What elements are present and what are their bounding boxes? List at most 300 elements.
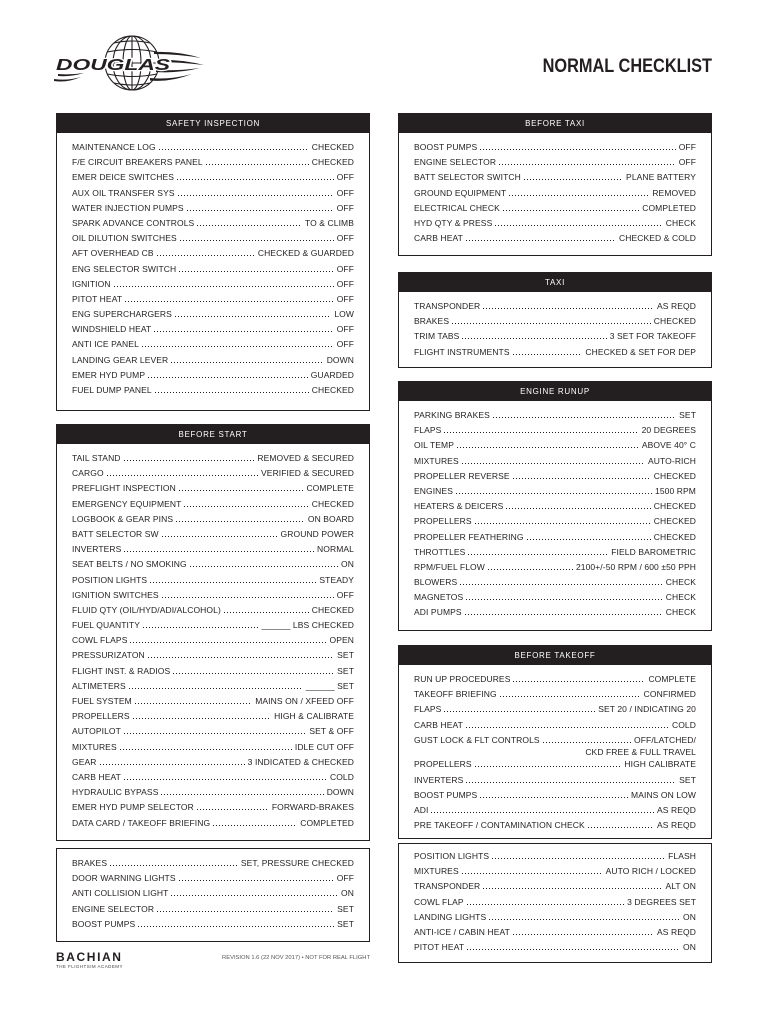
checklist-item-line	[72, 322, 354, 337]
item-value: OFF	[336, 263, 354, 274]
item-label: PRE TAKEOFF / CONTAMINATION CHECK	[414, 820, 585, 831]
item-label: EMER HYD PUMP	[72, 369, 146, 380]
checklist-item-line	[72, 886, 354, 901]
item-label: LANDING LIGHTS	[414, 911, 487, 922]
item-value: PLANE BATTERY	[626, 172, 696, 183]
checklist-item	[72, 368, 354, 383]
item-label: TAIL STAND	[72, 453, 121, 463]
item-label: ALTIMETERS	[72, 680, 126, 691]
item-value: ______ SET	[305, 680, 354, 691]
item-label: MIXTURES	[414, 455, 459, 466]
item-label: TAKEOFF BRIEFING	[414, 689, 497, 700]
dot-leader	[462, 463, 645, 464]
checklist-item	[414, 438, 696, 453]
item-value: FORWARD-BRAKES	[271, 802, 354, 813]
dot-leader	[197, 225, 302, 226]
item-label: TRIM TABS	[414, 331, 460, 342]
dot-leader	[467, 904, 624, 905]
dot-leader	[130, 642, 326, 643]
checklist-item-line	[414, 408, 696, 423]
item-label: POSITION LIGHTS	[72, 574, 148, 585]
checklist-item	[414, 155, 696, 170]
checklist-item-line	[72, 648, 354, 663]
checklist-item-line	[72, 557, 354, 572]
item-label: FLUID QTY (OIL/HYD/ADI/ALCOHOL)	[72, 604, 221, 615]
item-value: AS REQD	[657, 805, 696, 815]
item-label: PARKING BRAKES	[414, 410, 490, 420]
item-label: ELECTRICAL CHECK	[414, 202, 500, 213]
dot-leader	[460, 584, 663, 585]
item-value: VERIFIED & SECURED	[261, 468, 354, 479]
checklist-item-line	[414, 530, 696, 545]
item-value: MAINS ON / XFEED OFF	[255, 696, 354, 706]
item-label: BRAKES	[414, 316, 450, 327]
dot-leader	[190, 566, 338, 567]
dot-leader	[483, 308, 654, 309]
checklist-item	[72, 603, 354, 618]
item-value: ON	[683, 942, 696, 953]
item-label: COWL FLAPS	[72, 635, 128, 646]
checklist-item-line	[414, 514, 696, 529]
item-value: DOWN	[326, 354, 354, 365]
item-label: TRANSPONDER	[414, 301, 481, 311]
checklist-item-line	[72, 856, 354, 871]
checklist-item	[72, 679, 354, 694]
dot-leader	[154, 331, 333, 332]
item-value: SET 20 / INDICATING 20	[598, 704, 696, 715]
checklist-item-line	[72, 466, 354, 481]
checklist-item	[72, 383, 354, 398]
dot-leader	[129, 688, 303, 689]
checklist-item-line	[414, 329, 696, 344]
dot-leader	[124, 460, 255, 461]
dot-leader	[176, 521, 305, 522]
section-items	[57, 849, 369, 932]
item-value: AUTO RICH / LOCKED	[605, 866, 696, 877]
checklist-item-line	[72, 262, 354, 277]
checklist-item	[414, 231, 696, 246]
dot-leader	[148, 377, 308, 378]
item-value: CHECKED	[653, 470, 696, 481]
checklist-item	[414, 702, 696, 717]
dot-leader	[157, 911, 334, 912]
checklist-item-line	[414, 438, 696, 453]
checklist-item	[414, 879, 696, 894]
checklist-item-line	[414, 910, 696, 925]
item-label: POSITION LIGHTS	[414, 851, 490, 861]
item-value: CONFIRMED	[643, 689, 696, 700]
item-label: CARB HEAT	[72, 771, 121, 782]
item-label: LANDING GEAR LEVER	[72, 354, 169, 365]
dot-leader	[483, 888, 662, 889]
checklist-item-line	[72, 664, 354, 679]
checklist-item-line	[414, 788, 696, 803]
checklist-item	[414, 560, 696, 575]
dot-leader	[150, 582, 316, 583]
item-value: 3 SET FOR TAKEOFF	[609, 331, 696, 342]
checklist-item	[414, 484, 696, 499]
checklist-item	[72, 155, 354, 170]
item-value: COMPLETED	[300, 817, 354, 828]
item-label: WINDSHIELD HEAT	[72, 324, 152, 335]
checklist-item	[72, 709, 354, 724]
dot-leader	[431, 812, 654, 813]
section-items	[399, 133, 711, 246]
item-value: ON	[341, 888, 354, 899]
item-value: TO & CLIMB	[304, 217, 354, 228]
item-label: THROTTLES	[414, 546, 466, 557]
checklist-item-line	[72, 709, 354, 724]
item-label: GEAR	[72, 756, 97, 767]
checklist-item	[72, 740, 354, 755]
item-value: REMOVED & SECURED	[257, 453, 354, 463]
dot-leader	[543, 742, 631, 743]
section-header: BEFORE TAXI	[399, 114, 711, 133]
item-value: STEADY	[319, 574, 354, 585]
item-label: BRAKES	[72, 858, 108, 868]
checklist-item	[72, 785, 354, 800]
item-label: ENG SUPERCHARGERS	[72, 309, 172, 320]
section-items	[57, 444, 369, 831]
checklist-item	[414, 345, 696, 360]
item-value: CHECKED & GUARDED	[257, 248, 354, 259]
item-value: CHECKED & SET FOR DEP	[585, 346, 696, 357]
item-value: CHECK	[665, 607, 696, 618]
dot-leader	[184, 506, 308, 507]
section-untitled-left	[56, 848, 370, 942]
checklist-item-line	[414, 469, 696, 484]
dot-leader	[206, 164, 309, 165]
section-header: SAFETY INSPECTION	[57, 114, 369, 133]
dot-leader	[155, 392, 309, 393]
item-value: FLASH	[668, 851, 696, 861]
checklist-item-line	[72, 542, 354, 557]
checklist-item-line	[72, 231, 354, 246]
checklist-item-line	[414, 231, 696, 246]
item-label: BATT SELECTOR SW	[72, 528, 159, 539]
dot-leader	[452, 323, 651, 324]
item-value-continued: CKD FREE & FULL TRAVEL	[585, 746, 696, 757]
checklist-item	[72, 542, 354, 557]
dot-leader	[135, 703, 252, 704]
checklist-item	[414, 514, 696, 529]
dot-leader	[444, 432, 638, 433]
item-label: SPARK ADVANCE CONTROLS	[72, 217, 195, 228]
item-label: ADI PUMPS	[414, 607, 462, 618]
item-label: WATER INJECTION PUMPS	[72, 202, 184, 213]
checklist-item-line	[72, 497, 354, 512]
dot-leader	[475, 523, 651, 524]
checklist-item-line	[72, 816, 354, 831]
item-value: OFF	[336, 172, 354, 183]
checklist-item	[414, 818, 696, 833]
item-value: COLD	[329, 771, 354, 782]
item-label: GUST LOCK & FLT CONTROLS	[414, 734, 540, 745]
checklist-item	[72, 140, 354, 155]
checklist-item	[414, 940, 696, 955]
item-value: ON	[683, 911, 696, 922]
checklist-item	[72, 770, 354, 785]
item-label: ANTI ICE PANEL	[72, 339, 139, 350]
checklist-item	[414, 925, 696, 940]
checklist-item	[414, 170, 696, 185]
checklist-item-line	[72, 603, 354, 618]
bachian-tagline: THE FLIGHTSIM ACADEMY	[56, 964, 123, 969]
item-value: AS REQD	[657, 820, 696, 831]
item-value: CHECK	[665, 217, 696, 228]
dot-leader	[488, 569, 573, 570]
item-value: MAINS ON LOW	[631, 789, 696, 800]
item-label: PROPELLERS	[72, 711, 130, 722]
dot-leader	[495, 225, 662, 226]
checklist-item-line	[72, 902, 354, 917]
checklist-item-line	[414, 560, 696, 575]
checklist-item-line	[414, 140, 696, 155]
page-title: NORMAL CHECKLIST	[542, 56, 712, 77]
checklist-item	[414, 454, 696, 469]
item-label: F/E CIRCUIT BREAKERS PANEL	[72, 157, 203, 168]
dot-leader	[177, 179, 334, 180]
item-label: FLIGHT INSTRUMENTS	[414, 346, 510, 357]
checklist-item	[72, 201, 354, 216]
checklist-item-line	[414, 454, 696, 469]
checklist-item-line	[72, 451, 354, 466]
item-label: BATT SELECTOR SWITCH	[414, 172, 521, 183]
checklist-item-line	[72, 155, 354, 170]
dot-leader	[466, 240, 616, 241]
checklist-item	[414, 530, 696, 545]
dot-leader	[456, 493, 652, 494]
checklist-item	[414, 757, 696, 772]
checklist-item-line	[414, 590, 696, 605]
checklist-item-line	[414, 216, 696, 231]
checklist-item-line	[414, 299, 696, 314]
item-value: OFF/LATCHED/	[634, 734, 696, 745]
dot-leader	[466, 599, 662, 600]
item-label: ENG SELECTOR SWITCH	[72, 263, 177, 274]
item-value: CHECKED	[653, 516, 696, 527]
checklist-item-line	[414, 818, 696, 833]
checklist-item-line	[72, 337, 354, 352]
item-label: FUEL QUANTITY	[72, 620, 141, 631]
item-value: HIGH CALIBRATE	[624, 759, 696, 770]
item-label: FLAPS	[414, 425, 442, 436]
checklist-item	[72, 262, 354, 277]
checklist-item	[414, 186, 696, 201]
checklist-item-line	[72, 481, 354, 496]
item-label: ANTI-ICE / CABIN HEAT	[414, 926, 510, 937]
item-label: PROPELLERS	[414, 759, 472, 770]
checklist-item	[414, 408, 696, 423]
item-label: TRANSPONDER	[414, 881, 481, 892]
item-label: BOOST PUMPS	[414, 142, 478, 152]
item-value: OFF	[336, 873, 354, 884]
item-value: REMOVED	[652, 187, 696, 198]
checklist-item-line	[72, 216, 354, 231]
checklist-item	[414, 590, 696, 605]
dot-leader	[500, 696, 641, 697]
checklist-item	[414, 545, 696, 560]
item-value: CHECKED	[311, 157, 354, 168]
item-label: ADI	[414, 805, 429, 815]
item-value: ON BOARD	[307, 513, 354, 524]
checklist-item-line	[414, 733, 696, 748]
checklist-item	[414, 499, 696, 514]
dot-leader	[143, 627, 258, 628]
checklist-item	[414, 314, 696, 329]
item-label: DATA CARD / TAKEOFF BRIEFING	[72, 817, 211, 828]
checklist-item	[72, 755, 354, 770]
item-value: OFF	[336, 187, 354, 198]
item-label: COWL FLAP	[414, 896, 464, 907]
item-label: FLIGHT INST. & RADIOS	[72, 665, 171, 676]
dot-leader	[179, 490, 304, 491]
item-value: IDLE CUT OFF	[294, 741, 354, 752]
checklist-item	[72, 816, 354, 831]
checklist-item	[72, 694, 354, 709]
checklist-item-line	[72, 277, 354, 292]
checklist-item	[72, 307, 354, 322]
dot-leader	[527, 539, 651, 540]
checklist-item	[414, 910, 696, 925]
dot-leader	[110, 865, 238, 866]
checklist-item-line	[414, 201, 696, 216]
checklist-item	[414, 299, 696, 314]
revision-note: REVISION 1.6 (22 NOV 2017) • NOT FOR REAL FLIGHT	[222, 955, 370, 961]
dot-leader	[100, 764, 245, 765]
checklist-item	[72, 664, 354, 679]
item-label: ENGINE SELECTOR	[72, 903, 155, 914]
checklist-item	[72, 466, 354, 481]
checklist-item-line	[72, 618, 354, 633]
checklist-item-line	[72, 527, 354, 542]
checklist-item	[414, 687, 696, 702]
section-before-taxi	[398, 113, 712, 256]
section-items	[399, 292, 711, 360]
dot-leader	[171, 895, 338, 896]
section-safety-inspection	[56, 113, 370, 411]
section-header: BEFORE START	[57, 425, 369, 444]
item-value: CHECK	[665, 592, 696, 603]
item-value: CHECKED	[311, 385, 354, 395]
item-label: HYDRAULIC BYPASS	[72, 787, 159, 798]
checklist-item-line	[414, 925, 696, 940]
checklist-item	[414, 575, 696, 590]
item-value: AS REQD	[657, 926, 696, 937]
item-label: OIL TEMP	[414, 440, 455, 451]
checklist-item	[72, 497, 354, 512]
dot-leader	[173, 673, 334, 674]
dot-leader	[180, 240, 334, 241]
item-label: ENGINES	[414, 485, 453, 496]
dot-leader	[513, 681, 645, 682]
dot-leader	[493, 417, 676, 418]
checklist-item-line	[414, 314, 696, 329]
item-value: GROUND POWER	[280, 528, 354, 539]
dot-leader	[159, 149, 309, 150]
douglas-logo	[50, 30, 210, 100]
section-header: TAXI	[399, 273, 711, 292]
checklist-item-line	[72, 917, 354, 932]
checklist-item-line	[72, 573, 354, 588]
checklist-item-line	[414, 575, 696, 590]
item-label: LOGBOOK & GEAR PINS	[72, 513, 174, 524]
checklist-item-line	[72, 755, 354, 770]
checklist-item-line	[414, 718, 696, 733]
item-label: PROPELLERS	[414, 516, 472, 527]
dot-leader	[162, 536, 278, 537]
item-label: FUEL SYSTEM	[72, 696, 132, 706]
checklist-item	[72, 322, 354, 337]
item-value: LOW	[334, 309, 354, 320]
dot-leader	[444, 711, 595, 712]
checklist-item	[72, 588, 354, 603]
dot-leader	[107, 475, 258, 476]
item-label: AUX OIL TRANSFER SYS	[72, 187, 175, 198]
dot-leader	[492, 858, 665, 859]
item-value: OFF	[336, 233, 354, 244]
dot-leader	[465, 614, 663, 615]
item-label: RUN UP PROCEDURES	[414, 674, 511, 684]
checklist-item-line	[72, 170, 354, 185]
item-value: DOWN	[326, 787, 354, 798]
checklist-item	[414, 849, 696, 864]
checklist-item-line	[414, 484, 696, 499]
dot-leader	[513, 478, 651, 479]
checklist-item-line	[72, 246, 354, 261]
checklist-item-line	[414, 803, 696, 818]
checklist-item-line	[72, 186, 354, 201]
item-value: FIELD BAROMETRIC	[611, 546, 696, 557]
checklist-item	[414, 895, 696, 910]
item-value: SET & OFF	[309, 726, 354, 737]
checklist-item-line	[72, 140, 354, 155]
dot-leader	[179, 880, 334, 881]
item-label: RPM/FUEL FLOW	[414, 561, 485, 572]
item-label: IGNITION	[72, 278, 111, 289]
checklist-item	[414, 803, 696, 818]
checklist-item	[72, 277, 354, 292]
dot-leader	[114, 286, 334, 287]
checklist-item	[72, 724, 354, 739]
checklist-item-line	[414, 757, 696, 772]
checklist-item	[72, 633, 354, 648]
dot-leader	[466, 727, 669, 728]
item-label: FUEL DUMP PANEL	[72, 385, 152, 395]
checklist-item-line	[414, 672, 696, 687]
checklist-item	[72, 618, 354, 633]
item-label: HYD QTY & PRESS	[414, 217, 493, 228]
checklist-item-line	[72, 201, 354, 216]
dot-leader	[179, 271, 333, 272]
item-label: CARGO	[72, 468, 104, 479]
dot-leader	[125, 301, 334, 302]
item-label: INVERTERS	[72, 544, 122, 555]
dot-leader	[162, 597, 334, 598]
item-label: ENGINE SELECTOR	[414, 157, 497, 168]
checklist-item	[414, 201, 696, 216]
item-label: EMERGENCY EQUIPMENT	[72, 498, 182, 509]
item-value: 3 INDICATED & CHECKED	[247, 756, 354, 767]
dot-leader	[138, 926, 334, 927]
dot-leader	[197, 809, 269, 810]
item-value: OFF	[336, 293, 354, 304]
section-taxi	[398, 272, 712, 368]
item-value: OFF	[678, 157, 696, 168]
section-before-start	[56, 424, 370, 841]
checklist-item-line	[414, 702, 696, 717]
item-label: MIXTURES	[72, 741, 117, 752]
